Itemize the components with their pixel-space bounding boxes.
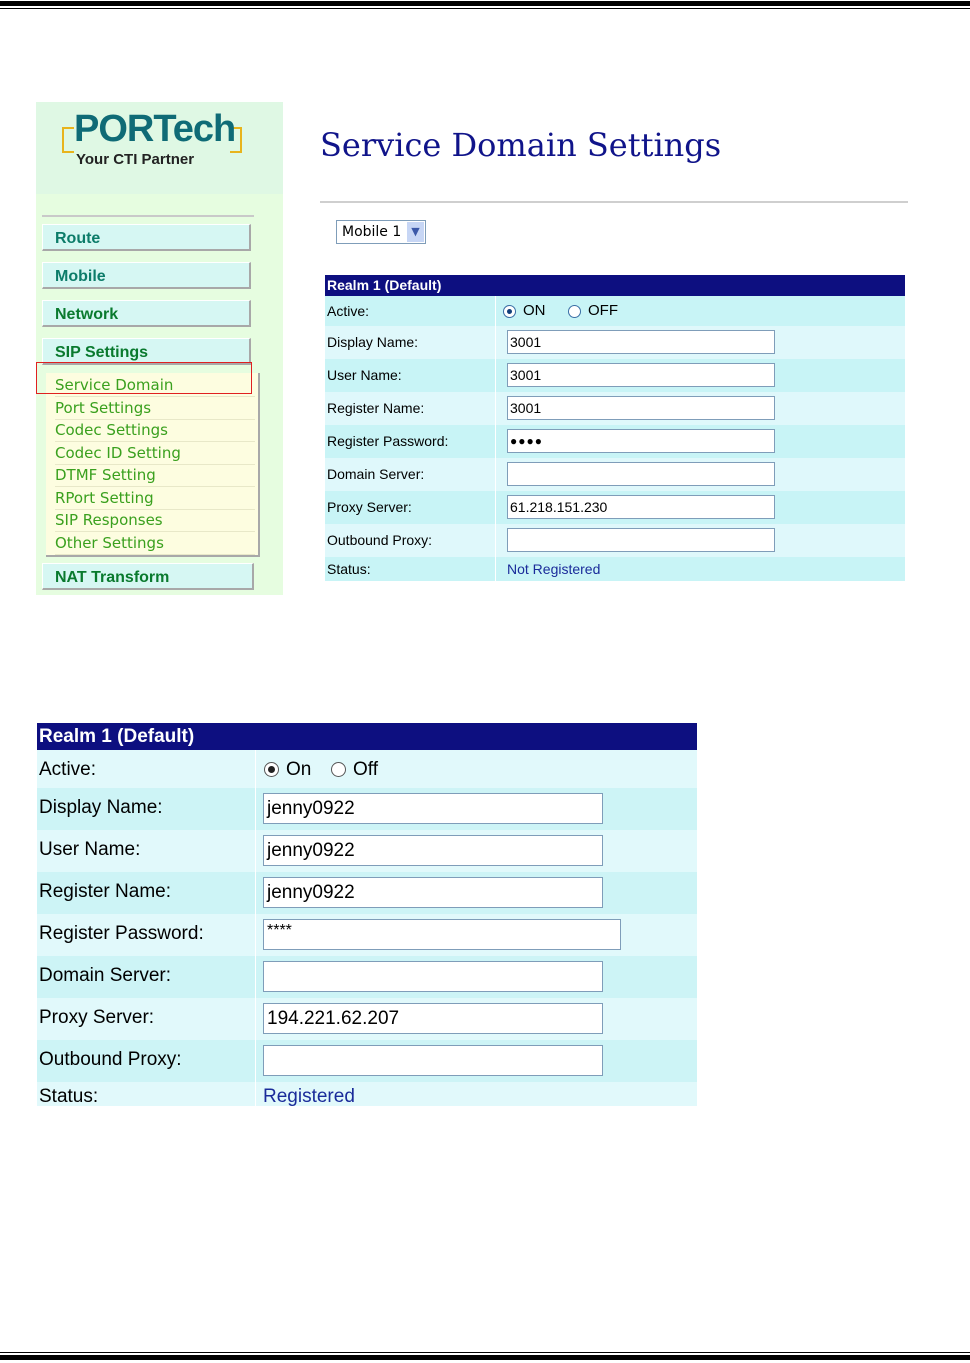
- submenu-dtmf-setting[interactable]: DTMF Setting: [55, 464, 255, 487]
- submenu-sip-responses[interactable]: SIP Responses: [55, 509, 255, 532]
- proxy-server-label: Proxy Server:: [39, 1007, 155, 1028]
- column-divider: [495, 524, 496, 557]
- display-name-field[interactable]: jenny0922: [263, 793, 603, 824]
- chevron-down-icon[interactable]: ▼: [407, 222, 424, 242]
- user-name-field[interactable]: 3001: [507, 363, 775, 387]
- domain-server-field[interactable]: [507, 462, 775, 486]
- active-label: Active:: [39, 759, 97, 780]
- row-outbound-proxy: [37, 1040, 697, 1082]
- nav-separator: [42, 215, 254, 217]
- row-register-password: [325, 425, 905, 458]
- column-divider: [255, 830, 256, 872]
- user-name-label: User Name:: [327, 367, 402, 383]
- register-name-label: Register Name:: [327, 400, 425, 416]
- row-domain-server: [37, 956, 697, 998]
- realm-header: Realm 1 (Default): [325, 275, 905, 296]
- display-name-label: Display Name:: [327, 334, 419, 350]
- column-divider: [255, 914, 256, 956]
- outbound-proxy-label: Outbound Proxy:: [327, 532, 433, 548]
- nav-nat-transform[interactable]: NAT Transform: [42, 563, 254, 590]
- row-domain-server: [325, 458, 905, 491]
- top-page-rule: [0, 1, 970, 9]
- title-divider: [320, 201, 908, 203]
- submenu-codec-settings[interactable]: Codec Settings: [55, 419, 255, 442]
- content-panel: [283, 102, 908, 595]
- submenu-service-domain[interactable]: Service Domain: [55, 374, 255, 397]
- column-divider: [255, 1082, 256, 1106]
- sip-settings-submenu: [46, 373, 260, 557]
- row-register-name: [37, 872, 697, 914]
- submenu-codec-id-setting[interactable]: Codec ID Setting: [55, 442, 255, 465]
- column-divider: [255, 1040, 256, 1082]
- register-name-label: Register Name:: [39, 881, 171, 902]
- domain-server-label: Domain Server:: [39, 965, 171, 986]
- row-status: [37, 1082, 697, 1106]
- status-value: Not Registered: [507, 561, 601, 577]
- row-user-name: [325, 359, 905, 392]
- active-on-radio[interactable]: [503, 305, 516, 318]
- active-off-label: Off: [353, 759, 378, 780]
- active-off-radio[interactable]: [331, 762, 346, 777]
- active-on-radio[interactable]: [264, 762, 279, 777]
- column-divider: [495, 425, 496, 458]
- row-register-name: [325, 392, 905, 425]
- row-register-password: [37, 914, 697, 956]
- logo-wordmark: PORTech: [74, 108, 236, 150]
- highlight-box: [36, 362, 252, 394]
- active-off-label: OFF: [588, 302, 618, 319]
- nav-network[interactable]: Network: [42, 300, 251, 327]
- submenu-other-settings[interactable]: Other Settings: [55, 532, 255, 555]
- column-divider: [495, 359, 496, 392]
- outbound-proxy-field[interactable]: [263, 1045, 603, 1076]
- column-divider: [255, 956, 256, 998]
- column-divider: [495, 557, 496, 581]
- active-label: Active:: [327, 303, 370, 319]
- status-value: Registered: [263, 1086, 355, 1106]
- submenu-rport-setting[interactable]: RPort Setting: [55, 487, 255, 510]
- nav-mobile[interactable]: Mobile: [42, 262, 251, 289]
- mobile-select-value: Mobile 1: [342, 224, 402, 240]
- active-off-radio[interactable]: [568, 305, 581, 318]
- mobile-select[interactable]: [336, 220, 426, 244]
- user-name-label: User Name:: [39, 839, 141, 860]
- domain-server-field[interactable]: [263, 961, 603, 992]
- column-divider: [255, 872, 256, 914]
- sidebar: [36, 102, 283, 595]
- row-active: [325, 296, 905, 326]
- proxy-server-label: Proxy Server:: [327, 499, 412, 515]
- submenu-port-settings[interactable]: Port Settings: [55, 397, 255, 420]
- register-password-field[interactable]: ●●●●: [507, 429, 775, 453]
- column-divider: [495, 458, 496, 491]
- user-name-field[interactable]: jenny0922: [263, 835, 603, 866]
- status-label: Status:: [327, 561, 371, 577]
- row-proxy-server: [325, 491, 905, 524]
- nav-sip-settings[interactable]: SIP Settings: [42, 338, 251, 365]
- realm-header: Realm 1 (Default): [37, 723, 697, 750]
- domain-server-label: Domain Server:: [327, 466, 425, 482]
- column-divider: [495, 491, 496, 524]
- register-name-field[interactable]: 3001: [507, 396, 775, 420]
- page-title: Service Domain Settings: [320, 126, 722, 164]
- row-active: [37, 750, 697, 788]
- column-divider: [495, 392, 496, 425]
- row-user-name: [37, 830, 697, 872]
- active-on-label: ON: [523, 302, 546, 319]
- register-password-label: Register Password:: [39, 923, 204, 944]
- column-divider: [495, 296, 496, 326]
- row-proxy-server: [37, 998, 697, 1040]
- register-password-field[interactable]: ****: [263, 919, 621, 950]
- row-display-name: [37, 788, 697, 830]
- status-label: Status:: [39, 1086, 99, 1106]
- portech-logo: [36, 102, 283, 194]
- outbound-proxy-field[interactable]: [507, 528, 775, 552]
- register-password-label: Register Password:: [327, 433, 449, 449]
- column-divider: [255, 750, 256, 788]
- service-domain-screenshot: [36, 102, 908, 595]
- row-display-name: [325, 326, 905, 359]
- proxy-server-field[interactable]: 194.221.62.207: [263, 1003, 603, 1034]
- column-divider: [255, 788, 256, 830]
- column-divider: [255, 998, 256, 1040]
- logo-tagline: Your CTI Partner: [76, 151, 195, 168]
- register-name-field[interactable]: jenny0922: [263, 877, 603, 908]
- outbound-proxy-label: Outbound Proxy:: [39, 1049, 182, 1070]
- bottom-page-rule: [0, 1352, 970, 1360]
- row-outbound-proxy: [325, 524, 905, 557]
- logo-bracket-left: [62, 127, 74, 153]
- column-divider: [495, 326, 496, 359]
- display-name-label: Display Name:: [39, 797, 163, 818]
- row-status: [325, 557, 905, 581]
- nav-route[interactable]: Route: [42, 224, 251, 251]
- proxy-server-field[interactable]: 61.218.151.230: [507, 495, 775, 519]
- active-on-label: On: [286, 759, 312, 780]
- display-name-field[interactable]: 3001: [507, 330, 775, 354]
